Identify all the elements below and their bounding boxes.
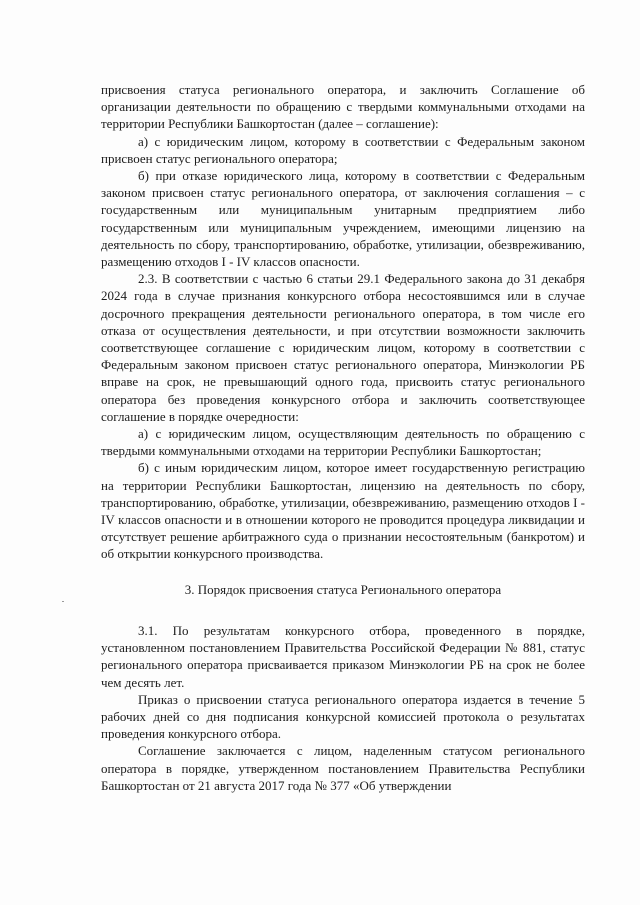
paragraph-2-3-item-a: а) с юридическим лицом, осуществляющим деятельность по обращению с твердыми коммунальными отходами на территории Республики Башкортостан;: [101, 426, 585, 459]
paragraph-item-a-legal-entity: а) с юридическим лицом, которому в соответствии с Федеральным законом присвоен статус регионального оператора;: [101, 133, 585, 166]
paragraph-order-issuance: Приказ о присвоении статуса регионального оператора издается в течение 5 рабочих дней со дня подписания конкурсной комиссией протокола о результатах проведения конкурсного отбора.: [101, 691, 585, 742]
paragraph-intro-continuation: присвоения статуса регионального оператора, и заключить Соглашение об организации деятельности по обращению с твердыми коммунальными отходами на территории Республики Башкортостан (далее – соглашение):: [101, 82, 585, 132]
paragraph-3-1: 3.1. По результатам конкурсного отбора, проведенного в порядке, установленном постановлением Правительства Российской Федерации № 881, статус регионального оператора присваивается приказом Минэкологии РБ на срок не более чем десять лет.: [101, 622, 585, 690]
paragraph-item-b-refusal: б) при отказе юридического лица, которому в соответствии с Федеральным законом присвоен статус регионального оператора, от заключения соглашения – с государственным или муниципальным унитарным предприятием либо государственным или муниципальным учреждением, имеющими лицензию на деятельность по сбору, транспортированию, обработке, утилизации, обезвреживанию, размещению отходов I - IV классов опасности.: [101, 168, 585, 270]
section-heading-3: 3. Порядок присвоения статуса Регионального оператора: [184, 581, 502, 597]
paragraph-2-3-item-b: б) с иным юридическим лицом, которое имеет государственную регистрацию на территории Республики Башкортостан, лицензию на деятельность по сбору, транспортированию, обработке, утилизации, обезвреживанию, размещению отходов I - IV классов опасности и в отношении которого не проводится процедура ликвидации и отсутствует решение арбитражного суда о признании несостоятельным (банкротом) и об открытии конкурсного производства.: [101, 460, 585, 562]
paragraph-agreement-conclusion: Соглашение заключается с лицом, наделенным статусом регионального оператора в порядке, утвержденном постановлением Правительства Республики Башкортостан от 21 августа 2017 года № 377 «Об утверждении: [101, 743, 585, 793]
paragraph-2-3: 2.3. В соответствии с частью 6 статьи 29.1 Федерального закона до 31 декабря 2024 года в случае признания конкурсного отбора несостоявшимся или в случае досрочного прекращения деятельности регионального оператора, в том числе его отказа от осуществления деятельности, и при отсутствии возможности заключить соответствующее соглашение с юридическим лицом, которому в соответствии с Федеральным законом присвоен статус регионального оператора, Минэкологии РБ вправе на срок, не превышающий одного года, присвоить статус регионального оператора без проведения конкурсного отбора и заключить соответствующее соглашение в порядке очередности:: [101, 271, 585, 424]
margin-mark: [62, 601, 64, 602]
document-body: [101, 81, 585, 794]
